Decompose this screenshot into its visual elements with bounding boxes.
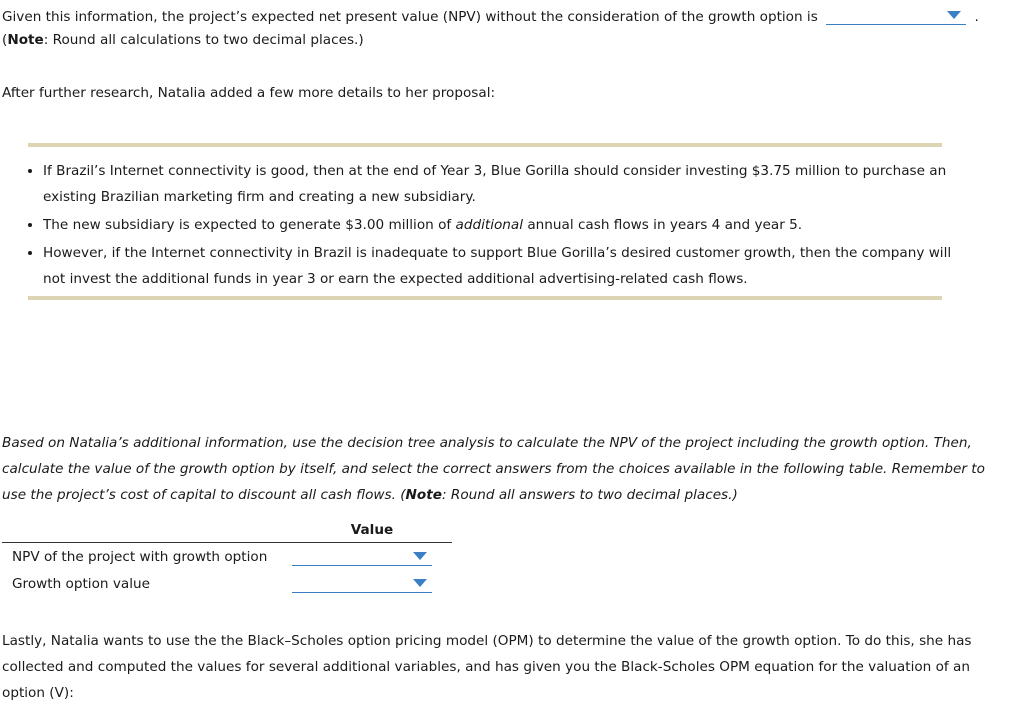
growth-option-table [2,520,452,597]
instruction-note-text: : Round all answers to two decimal places.) [441,487,738,503]
instruction-note-label: Note [405,487,442,503]
detail-emphasis: additional [455,217,524,233]
details-bottom-divider [28,296,942,300]
npv-with-growth-dropdown[interactable] [292,547,432,566]
instruction-text: Based on Natalia’s additional information, use the decision tree analysis to calculate the NPV of the project including the growth option. Then, calculate the value of the growth option by itself, and select the correct answers from the choices available in the following table. Remember to use the project’s cost of capital to discount all cash flows. ( [2,435,985,503]
growth-option-value-dropdown[interactable] [292,574,432,593]
black-scholes-intro: Lastly, Natalia wants to use the the Black–Scholes option pricing model (OPM) to determine the value of the growth option. To do this, she has collected and computed the values for several additional variables, and has given you the Black-Scholes OPM equation for the valuation of an option (V): [2,633,972,701]
note-text: : Round all calculations to two decimal places.) [43,32,364,48]
row-label-growth-option-value: Growth option value [12,575,150,592]
rounding-note [2,32,364,48]
details-top-divider [28,143,942,147]
npv-question-text: Given this information, the project’s expected net present value (NPV) without the consideration of the growth option is [2,9,818,25]
dropdown-arrow-icon [413,579,427,587]
dropdown-arrow-icon [413,552,427,560]
detail-text: The new subsidiary is expected to generate $3.00 million of [43,217,456,233]
npv-question-suffix: . [974,9,979,25]
table-value-header: Value [292,520,452,543]
detail-text: annual cash flows in years 4 and year 5. [523,217,803,233]
row-label-npv-with-growth: NPV of the project with growth option [12,548,268,565]
detail-item-inadequate: • However, if the Internet connectivity in Brazil is inadequate to support Blue Gorilla’s desired customer growth, then the company will not invest the additional funds in year 3 or earn the expected additional advertising-related cash flows. [43,240,967,292]
table-row [2,570,452,597]
table-label-header [2,520,292,543]
dropdown-arrow-icon [947,11,961,19]
table-row [2,543,452,571]
note-open-paren: ( [2,32,8,48]
note-label: Note [7,32,44,48]
decision-tree-instructions [2,430,1012,508]
proposal-details-list [24,158,967,294]
npv-without-growth-dropdown[interactable] [826,6,966,25]
further-research-text: After further research, Natalia added a few more details to her proposal: [2,85,496,101]
detail-item-investment: • If Brazil’s Internet connectivity is good, then at the end of Year 3, Blue Gorilla should consider investing $3.75 million to purchase an existing Brazilian marketing firm and creating a new subsidiary. [43,158,967,210]
npv-question-line [2,6,979,25]
detail-item-cash-flows [43,212,967,238]
